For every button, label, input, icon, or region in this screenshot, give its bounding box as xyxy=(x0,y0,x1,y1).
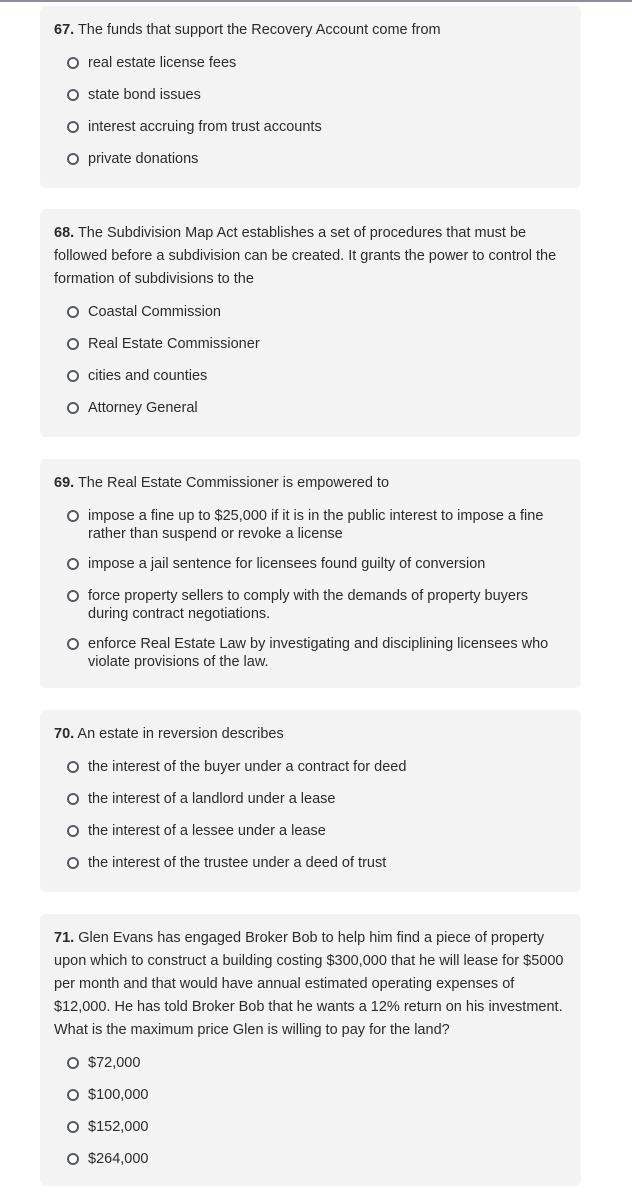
answer-option-b[interactable] xyxy=(54,1086,567,1104)
question-prompt: The Subdivision Map Act establishes a set of procedures that must be followed before a subdivision can be created. It grants the power to control the formation of subdivisions to the xyxy=(54,225,557,287)
answer-option-a[interactable] xyxy=(54,507,567,543)
answer-option-b[interactable] xyxy=(54,335,567,353)
answer-option-label: the interest of a lessee under a lease xyxy=(88,823,326,839)
answer-option-d[interactable] xyxy=(54,399,567,417)
answer-option-d[interactable] xyxy=(54,635,567,671)
answer-option-label: Coastal Commission xyxy=(88,304,221,320)
radio-button-icon[interactable] xyxy=(67,57,79,69)
answer-option-c[interactable] xyxy=(54,367,567,385)
answer-options xyxy=(54,758,567,872)
answer-option-a[interactable] xyxy=(54,303,567,321)
question-card-70 xyxy=(40,710,581,892)
answer-option-label: $100,000 xyxy=(88,1087,149,1103)
answer-option-label: force property sellers to comply with the demands of property buyers during contract negotiations. xyxy=(88,588,529,622)
answer-option-label: cities and counties xyxy=(88,368,208,384)
answer-option-label: state bond issues xyxy=(88,87,201,103)
answer-option-label: impose a jail sentence for licensees found guilty of conversion xyxy=(88,556,486,572)
question-text xyxy=(54,222,567,291)
radio-button-icon[interactable] xyxy=(67,761,79,773)
answer-option-label: enforce Real Estate Law by investigating and disciplining licensees who violate provisions of the law. xyxy=(88,636,549,670)
answer-option-b[interactable] xyxy=(54,86,567,104)
radio-button-icon[interactable] xyxy=(67,825,79,837)
answer-option-c[interactable] xyxy=(54,822,567,840)
radio-button-icon[interactable] xyxy=(67,590,79,602)
radio-button-icon[interactable] xyxy=(67,89,79,101)
radio-button-icon[interactable] xyxy=(67,857,79,869)
question-number: 67. xyxy=(54,22,75,38)
question-text xyxy=(54,723,567,746)
answer-options xyxy=(54,1054,567,1168)
answer-option-c[interactable] xyxy=(54,587,567,623)
radio-button-icon[interactable] xyxy=(67,510,79,522)
radio-button-icon[interactable] xyxy=(67,1057,79,1069)
radio-button-icon[interactable] xyxy=(67,558,79,570)
answer-option-label: the interest of the trustee under a deed of trust xyxy=(88,855,387,871)
answer-options xyxy=(54,54,567,168)
radio-button-icon[interactable] xyxy=(67,370,79,382)
question-number: 69. xyxy=(54,475,75,491)
question-prompt: The funds that support the Recovery Account come from xyxy=(77,22,441,38)
radio-button-icon[interactable] xyxy=(67,1121,79,1133)
radio-button-icon[interactable] xyxy=(67,121,79,133)
question-prompt: An estate in reversion describes xyxy=(77,726,284,742)
question-card-71 xyxy=(40,914,581,1186)
answer-options xyxy=(54,507,567,671)
question-number: 68. xyxy=(54,225,75,241)
answer-option-a[interactable] xyxy=(54,54,567,72)
answer-option-label: the interest of a landlord under a lease xyxy=(88,791,336,807)
question-prompt: The Real Estate Commissioner is empowered to xyxy=(77,475,390,491)
answer-option-c[interactable] xyxy=(54,1118,567,1136)
answer-option-label: private donations xyxy=(88,151,199,167)
radio-button-icon[interactable] xyxy=(67,338,79,350)
radio-button-icon[interactable] xyxy=(67,793,79,805)
question-text xyxy=(54,19,567,42)
answer-option-label: $264,000 xyxy=(88,1151,149,1167)
answer-option-label: Attorney General xyxy=(88,400,198,416)
question-number: 71. xyxy=(54,930,75,946)
question-number: 70. xyxy=(54,726,75,742)
question-text xyxy=(54,472,567,495)
answer-option-label: $152,000 xyxy=(88,1119,149,1135)
answer-option-a[interactable] xyxy=(54,758,567,776)
top-divider xyxy=(0,0,632,2)
answer-option-d[interactable] xyxy=(54,150,567,168)
answer-options xyxy=(54,303,567,417)
answer-option-label: impose a fine up to $25,000 if it is in the public interest to impose a fine rather than suspend or revoke a license xyxy=(88,508,544,542)
answer-option-label: real estate license fees xyxy=(88,55,237,71)
answer-option-label: interest accruing from trust accounts xyxy=(88,119,322,135)
radio-button-icon[interactable] xyxy=(67,638,79,650)
answer-option-label: Real Estate Commissioner xyxy=(88,336,260,352)
answer-option-a[interactable] xyxy=(54,1054,567,1072)
answer-option-b[interactable] xyxy=(54,555,567,573)
radio-button-icon[interactable] xyxy=(67,1089,79,1101)
answer-option-c[interactable] xyxy=(54,118,567,136)
answer-option-d[interactable] xyxy=(54,854,567,872)
answer-option-b[interactable] xyxy=(54,790,567,808)
answer-option-d[interactable] xyxy=(54,1150,567,1168)
question-card-68 xyxy=(40,209,581,437)
radio-button-icon[interactable] xyxy=(67,402,79,414)
radio-button-icon[interactable] xyxy=(67,153,79,165)
answer-option-label: $72,000 xyxy=(88,1055,141,1071)
question-text xyxy=(54,927,567,1042)
answer-option-label: the interest of the buyer under a contract for deed xyxy=(88,759,407,775)
radio-button-icon[interactable] xyxy=(67,306,79,318)
radio-button-icon[interactable] xyxy=(67,1153,79,1165)
question-prompt: Glen Evans has engaged Broker Bob to help him find a piece of property upon which to construct a building costing $300,000 that he will lease for $5000 per month and that would have annual estimated operating expenses of $12,000. He has told Broker Bob that he wants a 12% return on his investment. What is the maximum price Glen is willing to pay for the land? xyxy=(54,930,564,1038)
question-card-69 xyxy=(40,459,581,688)
question-card-67 xyxy=(40,6,581,188)
